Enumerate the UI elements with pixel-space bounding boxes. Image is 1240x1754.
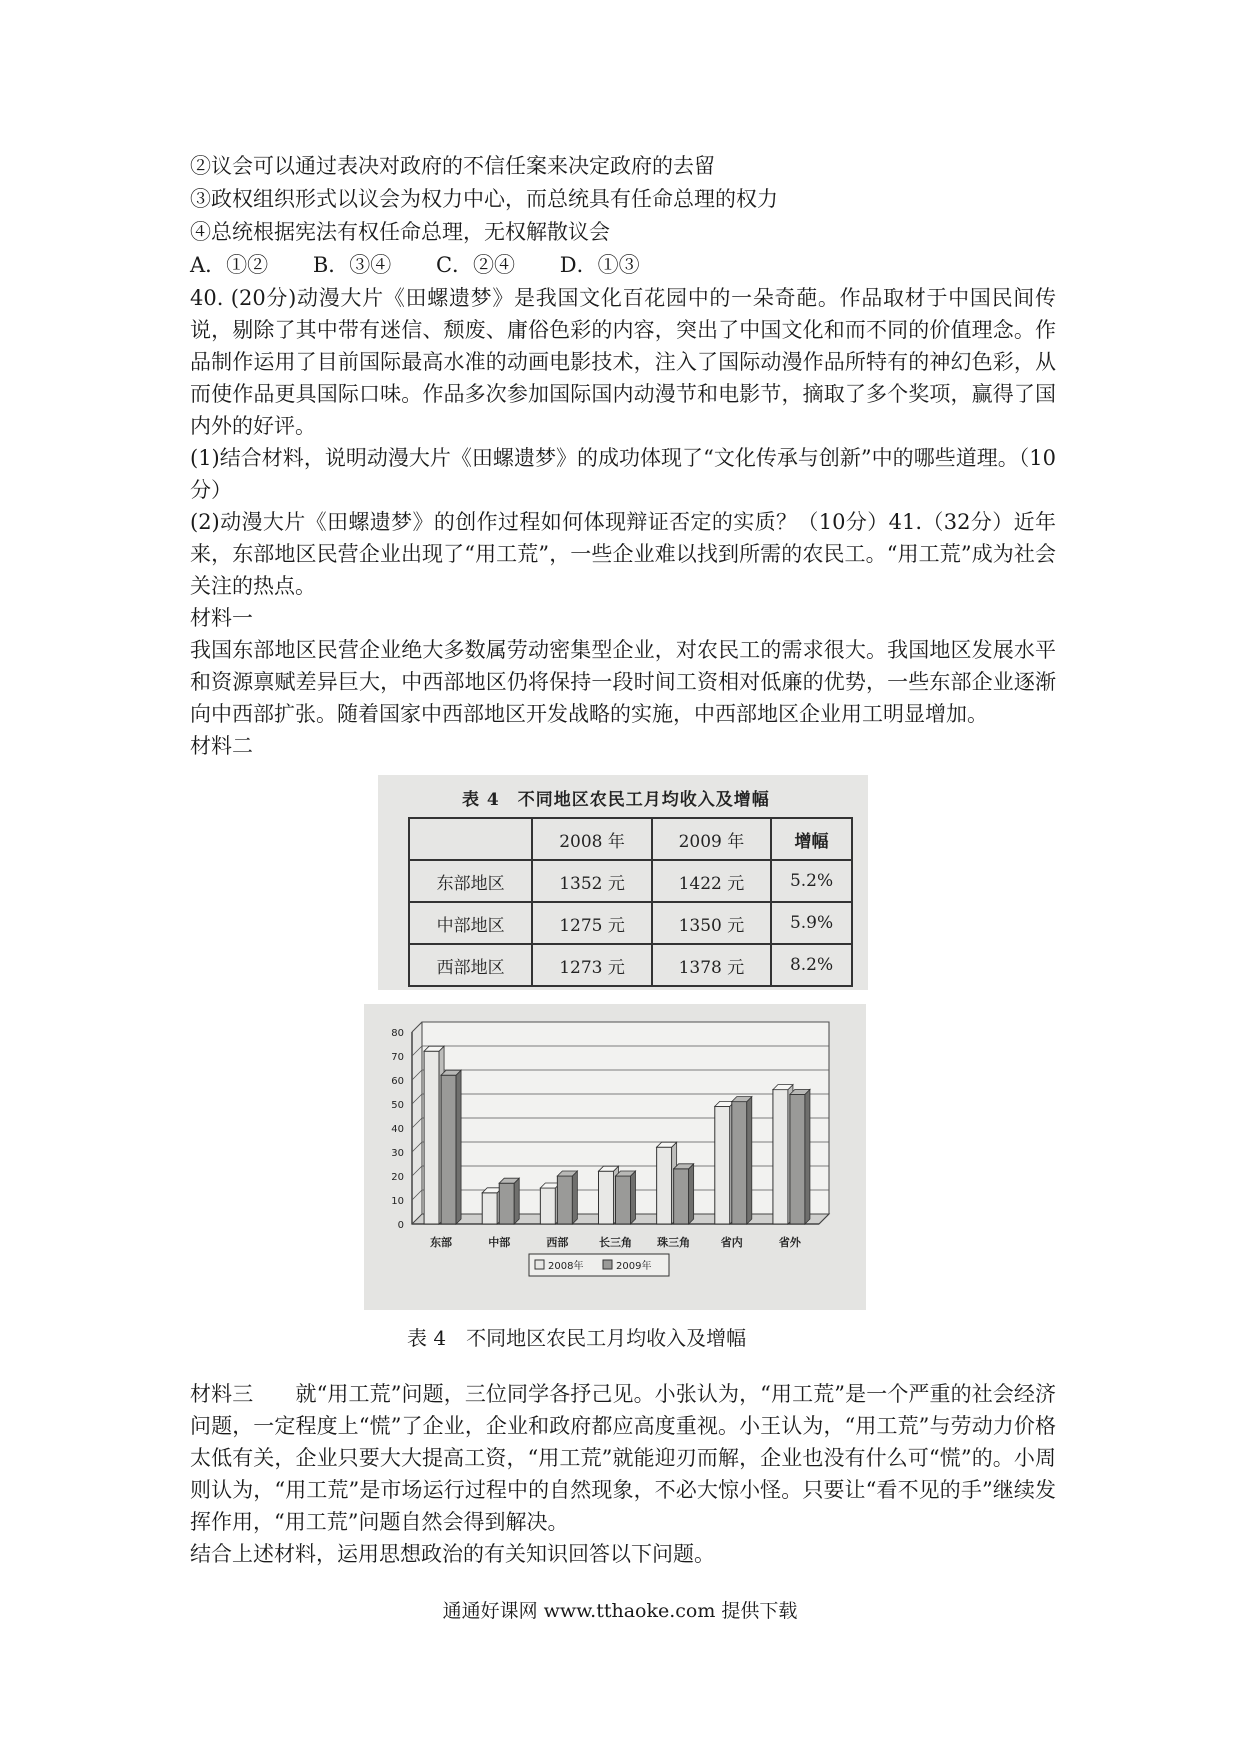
bar <box>557 1176 572 1224</box>
table-caption: 表 4 不同地区农民工月均收入及增幅 <box>462 790 770 810</box>
x-tick-label: 珠三角 <box>657 1236 691 1249</box>
x-tick-label: 中部 <box>488 1236 511 1249</box>
table-cell: 5.9% <box>771 902 852 944</box>
bar-side <box>805 1089 810 1224</box>
choice-c: C．②④ <box>435 253 516 277</box>
table-cell: 西部地区 <box>409 944 532 986</box>
y-tick-label: 70 <box>391 1052 404 1063</box>
bar <box>424 1051 439 1224</box>
income-table <box>408 817 853 987</box>
table-cell: 中部地区 <box>409 902 532 944</box>
bar <box>441 1075 456 1224</box>
question-40-part-1: (1)结合材料，说明动漫大片《田螺遗梦》的成功体现了“文化传承与创新”中的哪些道理。（10分） <box>190 446 1056 502</box>
bar <box>773 1090 788 1224</box>
material-1-text: 我国东部地区民营企业绝大多数属劳动密集型企业，对农民工的需求很大。我国地区发展水平和资源禀赋差异巨大，中西部地区仍将保持一段时间工资相对低廉的优势，一些东部企业逐渐向中西部扩张。随着国家中西部地区开发战略的实施，中西部地区企业用工明显增加。 <box>190 638 1056 726</box>
choice-d: D．①③ <box>559 253 640 277</box>
x-tick-label: 西部 <box>546 1236 569 1249</box>
y-tick-label: 30 <box>391 1148 404 1159</box>
bar-side <box>456 1070 461 1224</box>
bar-chart <box>364 1004 866 1310</box>
y-tick-label: 60 <box>391 1076 404 1087</box>
table-cell: 1350 元 <box>652 902 771 944</box>
bar <box>790 1094 805 1224</box>
x-tick-label: 省内 <box>720 1236 743 1249</box>
question-40-block <box>190 282 1056 762</box>
question-40-part-2: (2)动漫大片《田螺遗梦》的创作过程如何体现辩证否定的实质？（10分）41.（32分）近年来，东部地区民营企业出现了“用工荒”，一些企业难以找到所需的农民工。“用工荒”成为社会关注的热点。 <box>190 510 1056 598</box>
closing-instruction: 结合上述材料，运用思想政治的有关知识回答以下问题。 <box>190 1542 715 1566</box>
bar <box>499 1183 514 1224</box>
option-line-2: ②议会可以通过表决对政府的不信任案来决定政府的去留 <box>190 154 715 178</box>
bar-side <box>689 1164 694 1224</box>
legend-label: 2008年 <box>548 1261 584 1272</box>
material-3-block <box>190 1378 1056 1570</box>
choice-a: A．①② <box>190 253 269 277</box>
income-chart-image <box>364 1004 866 1310</box>
table-cell: 1273 元 <box>532 944 651 986</box>
table-header-row <box>409 818 852 860</box>
x-tick-label: 东部 <box>430 1236 453 1249</box>
x-tick-label: 长三角 <box>599 1236 632 1249</box>
bar-side <box>514 1178 519 1224</box>
x-tick-label: 省外 <box>778 1236 801 1249</box>
choice-b: B．③④ <box>312 253 392 277</box>
legend-swatch <box>603 1260 612 1269</box>
option-line-3: ③政权组织形式以议会为权力中心，而总统具有任命总理的权力 <box>190 187 778 211</box>
bar-side <box>747 1097 752 1224</box>
footer-credit: 通通好课网 www.tthaoke.com 提供下载 <box>442 1600 798 1622</box>
table-row <box>409 860 852 902</box>
chart-caption: 表 4 不同地区农民工月均收入及增幅 <box>407 1326 747 1350</box>
question-40-intro: 40. (20分)动漫大片《田螺遗梦》是我国文化百花园中的一朵奇葩。作品取材于中国民间传说，剔除了其中带有迷信、颓废、庸俗色彩的内容，突出了中国文化和而不同的价值理念。作品制作运用了目前国际最高水准的动画电影技术，注入了国际动漫作品所特有的神幻色彩，从而使作品更具国际口味。作品多次参加国际国内动漫节和电影节，摘取了多个奖项，赢得了国内外的好评。 <box>190 286 1056 438</box>
legend-swatch <box>535 1260 544 1269</box>
y-tick-label: 0 <box>397 1220 404 1231</box>
answer-choices <box>190 249 678 281</box>
bar <box>674 1169 689 1224</box>
bar-side <box>572 1171 577 1224</box>
table-header-cell: 增幅 <box>771 818 852 860</box>
bar <box>482 1193 497 1224</box>
table-cell: 1422 元 <box>652 860 771 902</box>
y-tick-label: 10 <box>391 1196 404 1207</box>
y-tick-label: 50 <box>391 1100 404 1111</box>
y-tick-label: 80 <box>391 1028 404 1039</box>
table-cell: 1352 元 <box>532 860 651 902</box>
table-header-cell: 2008 年 <box>532 818 651 860</box>
income-table-image <box>378 775 868 990</box>
bar-side <box>631 1171 636 1224</box>
y-tick-label: 20 <box>391 1172 404 1183</box>
option-line-4: ④总统根据宪法有权任命总理，无权解散议会 <box>190 220 610 244</box>
bar <box>616 1176 631 1224</box>
material-1-label: 材料一 <box>190 606 253 630</box>
table-cell: 8.2% <box>771 944 852 986</box>
table-cell: 5.2% <box>771 860 852 902</box>
material-2-label: 材料二 <box>190 734 253 758</box>
table-row <box>409 902 852 944</box>
table-cell: 1275 元 <box>532 902 651 944</box>
table-cell: 1378 元 <box>652 944 771 986</box>
table-cell: 东部地区 <box>409 860 532 902</box>
table-row <box>409 944 852 986</box>
legend-label: 2009年 <box>616 1261 652 1272</box>
table-header-cell: 2009 年 <box>652 818 771 860</box>
y-tick-label: 40 <box>391 1124 404 1135</box>
bar <box>540 1188 555 1224</box>
bar <box>732 1102 747 1224</box>
bar <box>657 1147 672 1224</box>
bar <box>599 1171 614 1224</box>
material-3-text: 材料三 就“用工荒”问题，三位同学各抒己见。小张认为，“用工荒”是一个严重的社会经济问题，一定程度上“慌”了企业，企业和政府都应高度重视。小王认为，“用工荒”与劳动力价格太低有关，企业只要大大提高工资，“用工荒”就能迎刃而解，企业也没有什么可“慌”的。小周则认为，“用工荒”是市场运行过程中的自然现象，不必大惊小怪。只要让“看不见的手”继续发挥作用，“用工荒”问题自然会得到解决。 <box>190 1382 1056 1534</box>
table-header-cell <box>409 818 532 860</box>
bar <box>715 1106 730 1224</box>
